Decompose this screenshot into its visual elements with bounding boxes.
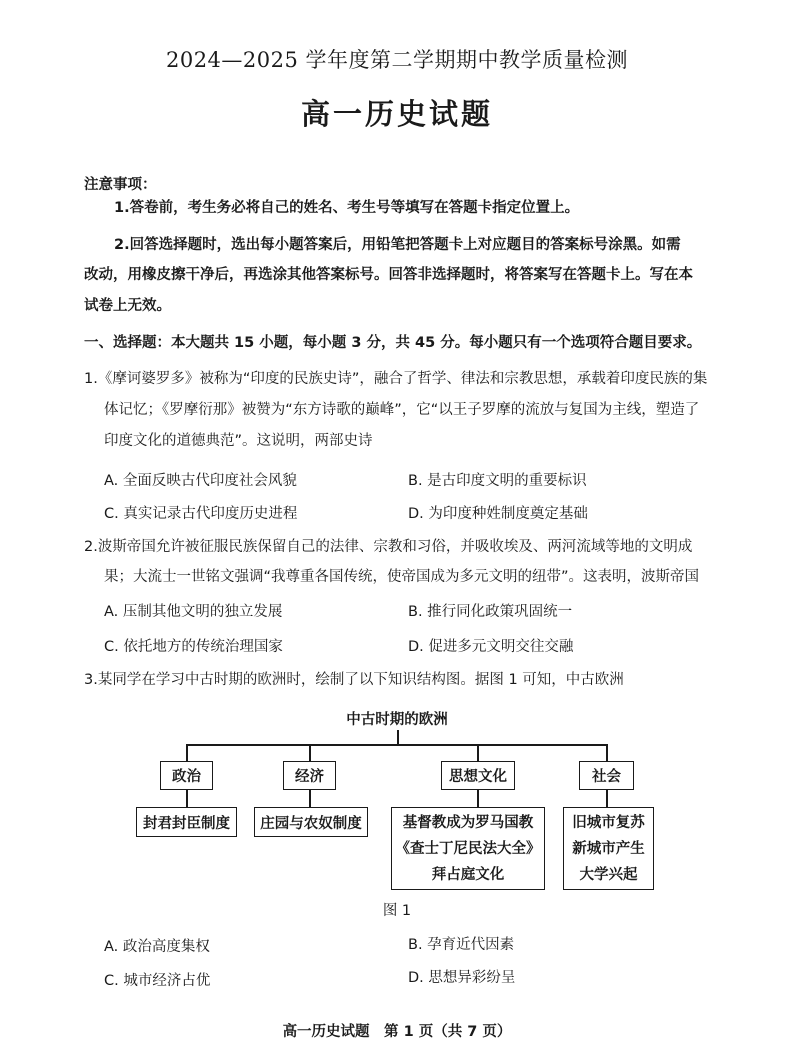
notice-item-1: 1.答卷前，考生务必将自己的姓名、考生号等填写在答题卡指定位置上。 xyxy=(114,200,580,216)
q1-stem-line-1: 1.《摩诃婆罗多》被称为“印度的民族史诗”，融合了哲学、律法和宗教思想，承载着印度民族的集 xyxy=(84,371,708,387)
q2-option-d[interactable]: D. 促进多元文明交往交融 xyxy=(408,639,574,655)
q2-option-c[interactable]: C. 依托地方的传统治理国家 xyxy=(104,639,283,655)
leaf-culture-item-1: 基督教成为罗马国教 xyxy=(402,814,534,831)
branch-politics: 政治 xyxy=(160,761,213,790)
q1-stem-line-2: 体记忆；《罗摩衍那》被赞为“东方诗歌的巅峰”，它“以王子罗摩的流放与复国为主线，塑造了 xyxy=(104,402,700,418)
q3-option-d[interactable]: D. 思想异彩纷呈 xyxy=(408,970,516,986)
q2-stem-line-2: 果；大流士一世铭文强调“我尊重各国传统，使帝国成为多元文明的纽带”。这表明，波斯帝国 xyxy=(104,569,700,585)
figure-caption: 图 1 xyxy=(382,903,412,919)
horizontal-connector xyxy=(186,744,607,746)
branch-culture: 思想文化 xyxy=(441,761,515,790)
leaf-connector-society xyxy=(606,790,608,807)
leaf-society-item-1: 旧城市复苏 xyxy=(572,814,645,831)
q2-option-b[interactable]: B. 推行同化政策巩固统一 xyxy=(408,604,573,620)
branch-economy: 经济 xyxy=(283,761,336,790)
figure-root-title: 中古时期的欧洲 xyxy=(346,712,448,728)
branch-connector-politics xyxy=(186,744,188,761)
q3-stem-line-1: 3.某同学在学习中古时期的欧洲时，绘制了以下知识结构图。据图 1 可知，中古欧洲 xyxy=(84,672,624,688)
branch-connector-society xyxy=(606,744,608,761)
q2-option-a[interactable]: A. 压制其他文明的独立发展 xyxy=(104,604,283,620)
q2-stem-line-1: 2.波斯帝国允许被征服民族保留自己的法律、宗教和习俗，并吸收埃及、两河流域等地的文明成 xyxy=(84,539,693,555)
notice-item-2-line-1: 2.回答选择题时，选出每小题答案后，用铅笔把答题卡上对应题目的答案标号涂黑。如需 xyxy=(114,237,681,253)
notice-item-2-line-3: 试卷上无效。 xyxy=(84,298,171,314)
q1-option-d[interactable]: D. 为印度种姓制度奠定基础 xyxy=(408,506,588,522)
branch-connector-economy xyxy=(309,744,311,761)
leaf-culture xyxy=(391,807,545,890)
leaf-politics: 封君封臣制度 xyxy=(136,807,237,837)
q3-option-a[interactable]: A. 政治高度集权 xyxy=(104,939,210,955)
branch-connector-culture xyxy=(477,744,479,761)
leaf-culture-item-2: 《查士丁尼民法大全》 xyxy=(395,840,541,857)
leaf-connector-economy xyxy=(309,790,311,807)
branch-society: 社会 xyxy=(579,761,634,790)
notice-item-2-line-2: 改动，用橡皮擦干净后，再选涂其他答案标号。回答非选择题时，将答案写在答题卡上。写在本 xyxy=(84,267,693,283)
q1-option-c[interactable]: C. 真实记录古代印度历史进程 xyxy=(104,506,298,522)
section-heading: 一、选择题：本大题共 15 小题，每小题 3 分，共 45 分。每小题只有一个选项符合题目要求。 xyxy=(84,335,702,351)
q1-option-b[interactable]: B. 是古印度文明的重要标识 xyxy=(408,473,587,489)
subject-title: 高一历史试题 xyxy=(300,97,493,131)
leaf-society xyxy=(563,807,654,890)
leaf-culture-item-3: 拜占庭文化 xyxy=(431,866,505,883)
leaf-connector-culture xyxy=(477,790,479,807)
leaf-economy: 庄园与农奴制度 xyxy=(254,807,368,837)
q1-stem-line-3: 印度文化的道德典范”。这说明，两部史诗 xyxy=(104,433,373,449)
leaf-society-item-2: 新城市产生 xyxy=(572,840,645,857)
q1-option-a[interactable]: A. 全面反映古代印度社会风貌 xyxy=(104,473,297,489)
q3-option-b[interactable]: B. 孕育近代因素 xyxy=(408,937,515,953)
root-connector xyxy=(397,730,399,744)
notice-heading: 注意事项： xyxy=(84,177,157,193)
page-footer: 高一历史试题 第 1 页（共 7 页） xyxy=(282,1024,512,1040)
q3-option-c[interactable]: C. 城市经济占优 xyxy=(104,973,211,989)
leaf-connector-politics xyxy=(186,790,188,807)
exam-title: 2024—2025 学年度第二学期期中教学质量检测 xyxy=(165,48,629,72)
leaf-society-item-3: 大学兴起 xyxy=(579,866,638,883)
